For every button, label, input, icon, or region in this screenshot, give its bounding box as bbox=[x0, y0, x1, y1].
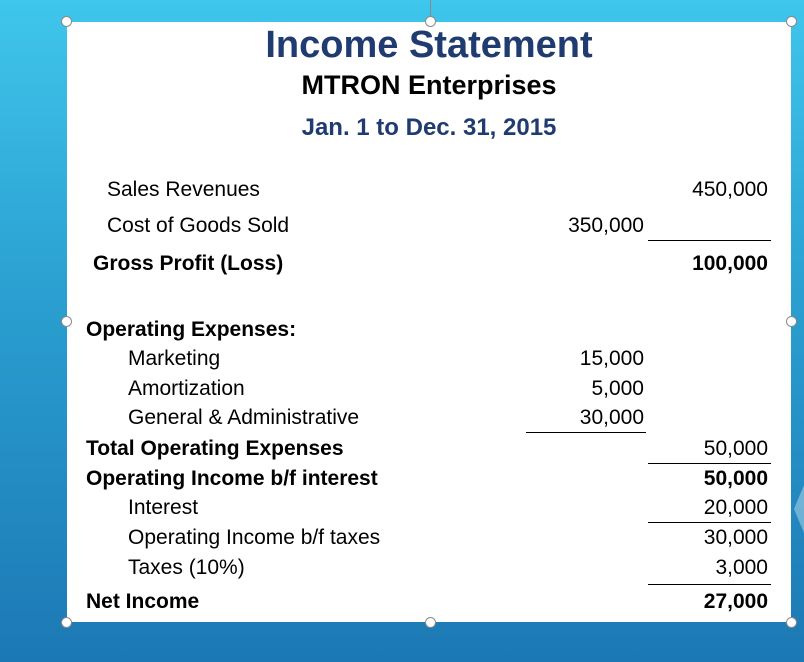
op-income-bf-taxes-total: 30,000 bbox=[703, 526, 768, 549]
resize-handle-left[interactable] bbox=[61, 316, 72, 327]
rotation-handle-stem bbox=[430, 0, 431, 16]
amortization-amount: 5,000 bbox=[591, 377, 644, 400]
gen-admin-amount: 30,000 bbox=[579, 406, 644, 429]
gross-profit-total: 100,000 bbox=[692, 252, 768, 275]
marketing-amount: 15,000 bbox=[579, 347, 644, 370]
opex-subtotal-rule bbox=[526, 432, 646, 433]
net-income-total: 27,000 bbox=[703, 590, 768, 613]
total-opex-rule bbox=[648, 463, 771, 464]
interest-total: 20,000 bbox=[703, 496, 768, 519]
taxes-label: Taxes (10%) bbox=[128, 556, 245, 579]
op-income-bf-taxes-label: Operating Income b/f taxes bbox=[128, 526, 381, 549]
cogs-rule bbox=[648, 240, 771, 241]
company-name: MTRON Enterprises bbox=[301, 70, 557, 100]
interest-label: Interest bbox=[128, 496, 199, 519]
sales-revenues-label: Sales Revenues bbox=[107, 178, 260, 201]
resize-handle-bottom[interactable] bbox=[425, 617, 436, 628]
gross-profit-label: Gross Profit (Loss) bbox=[93, 252, 284, 275]
interest-rule bbox=[648, 522, 771, 523]
resize-handle-bottom-left[interactable] bbox=[61, 617, 72, 628]
cogs-label: Cost of Goods Sold bbox=[107, 214, 290, 237]
resize-handle-bottom-right[interactable] bbox=[786, 617, 797, 628]
op-income-bf-interest-total: 50,000 bbox=[703, 467, 768, 490]
op-income-bf-interest-label: Operating Income b/f interest bbox=[86, 467, 378, 490]
statement-title: Income Statement bbox=[265, 24, 593, 66]
marketing-label: Marketing bbox=[128, 347, 221, 370]
total-opex-total: 50,000 bbox=[703, 437, 768, 460]
operating-expenses-heading: Operating Expenses: bbox=[86, 318, 297, 341]
resize-handle-right[interactable] bbox=[786, 316, 797, 327]
total-opex-label: Total Operating Expenses bbox=[86, 437, 344, 460]
sales-revenues-total: 450,000 bbox=[692, 178, 768, 201]
taxes-total: 3,000 bbox=[715, 556, 768, 579]
cogs-amount: 350,000 bbox=[568, 214, 644, 237]
net-income-label: Net Income bbox=[86, 590, 200, 613]
gen-admin-label: General & Administrative bbox=[128, 406, 360, 429]
slide-decoration-arrow bbox=[794, 485, 804, 533]
taxes-rule bbox=[648, 584, 771, 585]
amortization-label: Amortization bbox=[128, 377, 245, 400]
statement-period: Jan. 1 to Dec. 31, 2015 bbox=[301, 114, 557, 141]
